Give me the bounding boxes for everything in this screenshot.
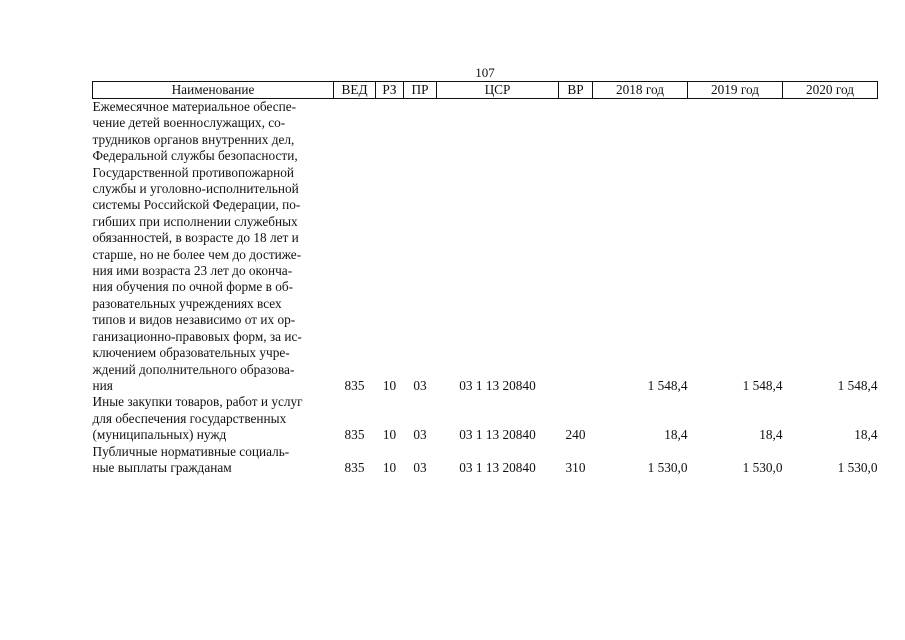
row-ved: 835 [344,459,365,475]
row-2020: 1 548,4 [837,377,878,393]
row-2020: 1 530,0 [837,459,878,475]
row-rz: 10 [382,459,397,475]
row-csr: 03 1 13 20840 [459,377,536,393]
header-vr: ВР [559,82,593,99]
header-csr: ЦСР [437,82,559,99]
row-2018: 1 530,0 [647,459,688,475]
row-csr: 03 1 13 20840 [459,459,536,475]
row-2018: 18,4 [664,427,688,443]
header-name: Наименование [93,82,334,99]
row-rz: 10 [382,377,397,393]
row-name: Ежемесячное материальное обеспе- чение детей военнослужащих, со- трудников органов внутренних дел, Федеральной службы безопасности, Государственной противопожарной службы и уголовно-исполнительной системы Российской Федерации, по- гибших при исполнении служебных обязанностей, в возрасте до 18 лет и старше, но не более чем до достиже- ния ими возраста 23 лет до оконча- ния обучения по очной форме в об- разовательных учреждениях всех типов и видов независимо от их ор- ганизационно-правовых форм, за ис- ключением образовательных учре- ждений дополнительного образова- ния [92,99,302,393]
header-rz: РЗ [376,82,404,99]
row-pr: 03 [413,427,427,443]
table-header-row [93,82,878,99]
table-row [93,394,878,443]
page-number: 107 [475,65,495,80]
row-2018: 1 548,4 [647,377,688,393]
row-2019: 18,4 [759,427,783,443]
header-2020: 2020 год [783,82,878,99]
table-row [93,99,878,395]
header-ved: ВЕД [334,82,376,99]
row-rz: 10 [382,427,397,443]
row-2019: 1 548,4 [742,377,783,393]
row-ved: 835 [344,377,365,393]
row-pr: 03 [413,377,427,393]
row-name: Иные закупки товаров, работ и услуг для обеспечения государственных (муниципальных) нужд [92,394,303,443]
row-ved: 835 [344,427,365,443]
row-vr [559,99,593,395]
row-2020: 18,4 [854,427,878,443]
row-name: Публичные нормативные социаль- ные выплаты гражданам [92,443,290,475]
row-pr: 03 [413,459,427,475]
row-vr: 240 [565,427,586,443]
row-vr: 310 [565,459,586,475]
row-2019: 1 530,0 [742,459,783,475]
header-2018: 2018 год [593,82,688,99]
row-csr: 03 1 13 20840 [459,427,536,443]
table-row [93,444,878,477]
header-pr: ПР [404,82,437,99]
budget-table [92,81,878,476]
header-2019: 2019 год [688,82,783,99]
